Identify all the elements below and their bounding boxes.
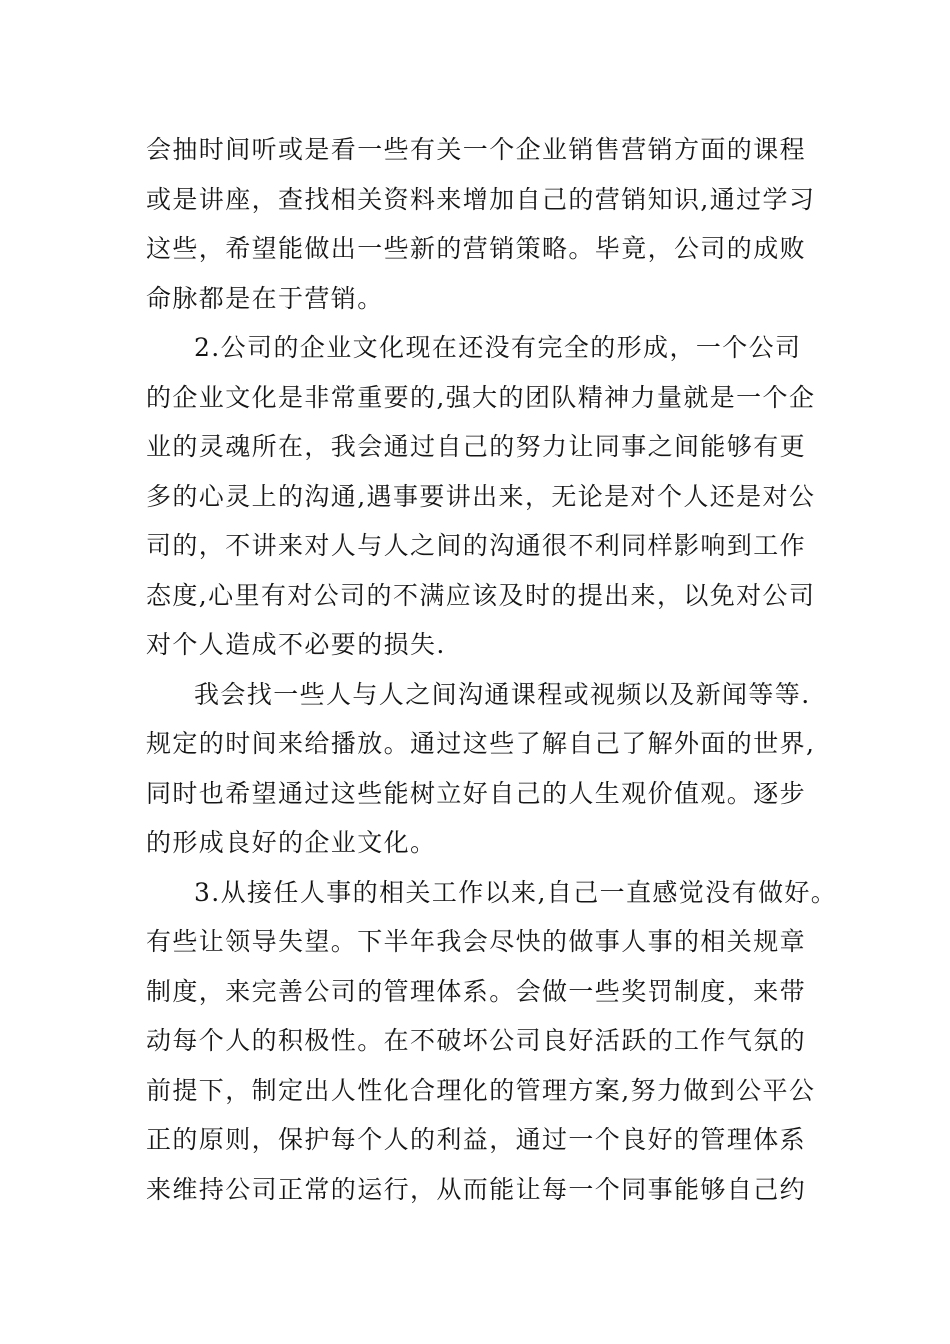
- text-line: 司的，不讲来对人与人之间的沟通很不利同样影响到工作: [146, 531, 807, 560]
- text-line: 对个人造成不必要的损失.: [146, 630, 446, 659]
- text-line: 同时也希望通过这些能树立好自己的人生观价值观。逐步: [146, 779, 807, 808]
- text-line: 或是讲座，查找相关资料来增加自己的营销知识,通过学习: [146, 185, 816, 214]
- text-line: 的形成良好的企业文化。: [146, 828, 437, 857]
- text-line: 这些，希望能做出一些新的营销策略。毕竟，公司的成败: [146, 234, 807, 263]
- text-line: 的企业文化是非常重要的,强大的团队精神力量就是一个企: [146, 383, 816, 412]
- text-line: 制度，来完善公司的管理体系。会做一些奖罚制度，来带: [146, 977, 807, 1006]
- text-line: 多的心灵上的沟通,遇事要讲出来，无论是对个人还是对公: [146, 482, 816, 511]
- text-line: 来维持公司正常的运行，从而能让每一个同事能够自己约: [146, 1175, 807, 1204]
- text-line: 态度,心里有对公司的不满应该及时的提出来，以免对公司: [146, 581, 816, 610]
- text-line: 会抽时间听或是看一些有关一个企业销售营销方面的课程: [146, 135, 807, 164]
- paragraph-2-first-line: 2.公司的企业文化现在还没有完全的形成，一个公司: [194, 333, 802, 362]
- text-line: 规定的时间来给播放。通过这些了解自己了解外面的世界,: [146, 729, 816, 758]
- text-line: 动每个人的积极性。在不破坏公司良好活跃的工作气氛的: [146, 1026, 807, 1055]
- text-line: 前提下，制定出人性化合理化的管理方案,努力做到公平公: [146, 1076, 816, 1105]
- text-line: 有些让领导失望。下半年我会尽快的做事人事的相关规章: [146, 927, 807, 956]
- text-line: 业的灵魂所在，我会通过自己的努力让同事之间能够有更: [146, 432, 807, 461]
- paragraph-4-first-line: 3.从接任人事的相关工作以来,自己一直感觉没有做好。: [194, 878, 838, 907]
- text-line: 正的原则，保护每个人的利益，通过一个良好的管理体系: [146, 1125, 807, 1154]
- text-line: 命脉都是在于营销。: [146, 284, 384, 313]
- paragraph-3-first-line: 我会找一些人与人之间沟通课程或视频以及新闻等等.: [194, 680, 811, 709]
